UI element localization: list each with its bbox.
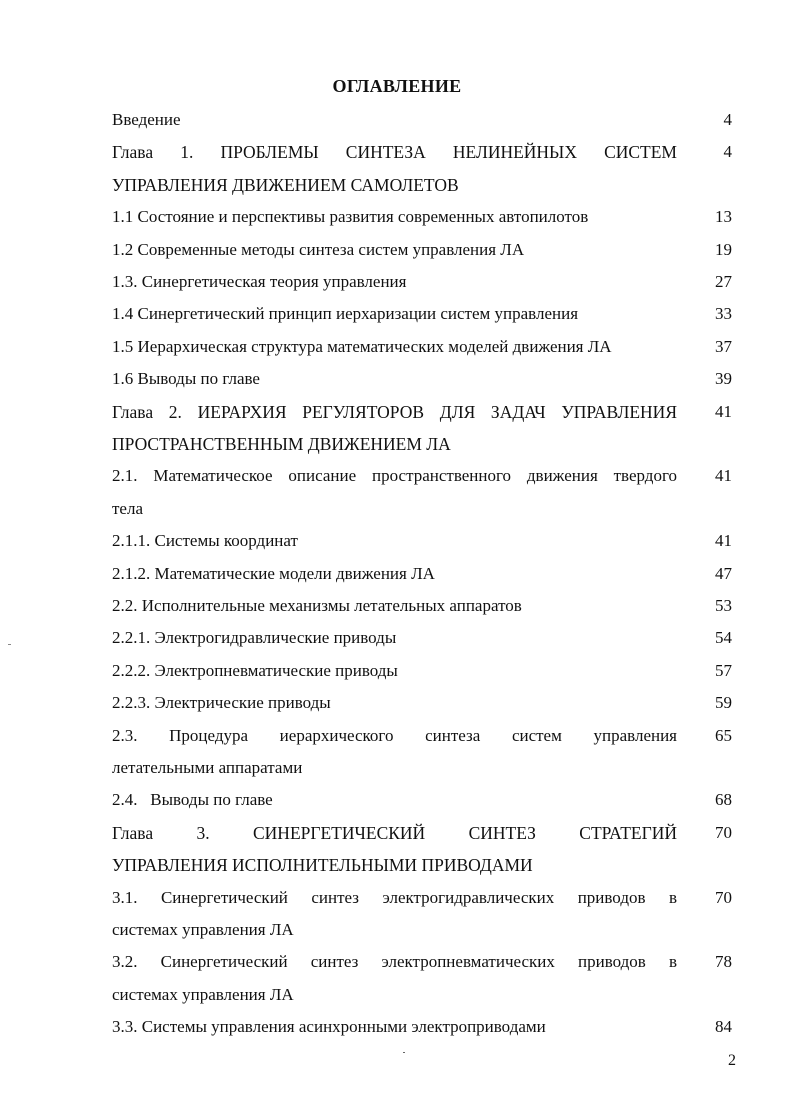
toc-entry-text: 2.2.3. Электрические приводы	[112, 693, 331, 713]
toc-entry-text: Глава 1. ПРОБЛЕМЫ СИНТЕЗА НЕЛИНЕЙНЫХ СИСТЕМ	[112, 142, 677, 163]
scan-mark	[8, 644, 11, 645]
toc-entry-1-4[interactable]	[112, 298, 742, 330]
toc-entry-2-1-2[interactable]	[112, 558, 742, 590]
toc-entry-2-2-1[interactable]	[112, 622, 742, 654]
toc-entry-text: 3.3. Системы управления асинхронными электроприводами	[112, 1017, 546, 1037]
toc-entry-2-2-3[interactable]	[112, 687, 742, 719]
toc-entry-page: 4	[723, 142, 732, 162]
toc-entry-chapter-1[interactable]	[112, 136, 742, 201]
toc-entry-page: 41	[715, 401, 732, 421]
toc-entry-text-continued: УПРАВЛЕНИЯ ИСПОЛНИТЕЛЬНЫМИ ПРИВОДАМИ	[112, 855, 533, 876]
toc-entry-page: 27	[715, 272, 732, 291]
toc-entry-text: 3.1. Синергетический синтез электрогидравлических приводов в	[112, 887, 677, 907]
toc-entry-1-5[interactable]	[112, 331, 742, 363]
toc-entry-text: 2.4. Выводы по главе	[112, 790, 273, 810]
toc-title: ОГЛАВЛЕНИЕ	[332, 76, 462, 96]
toc-entry-text: 1.1 Состояние и перспективы развития современных автопилотов	[112, 207, 589, 227]
toc-entry-page: 41	[715, 531, 732, 551]
toc-entry-text: 2.3. Процедура иерархического синтеза систем управления	[112, 725, 677, 745]
toc-entry-page: 59	[715, 693, 732, 713]
toc-entry-text: 3.2. Синергетический синтез электропневматических приводов в	[112, 952, 677, 972]
toc-entry-2-4[interactable]	[112, 784, 742, 816]
toc-entry-text: 1.2 Современные методы синтеза систем управления ЛА	[112, 239, 525, 259]
page-number: 2	[728, 1052, 736, 1069]
toc-entry-page: 19	[715, 239, 732, 259]
toc-entry-page: 37	[715, 336, 732, 356]
toc-entry-page: 65	[715, 725, 732, 745]
toc-entry-3-1[interactable]	[112, 882, 742, 947]
toc-entry-2-2[interactable]	[112, 590, 742, 622]
toc-entry-2-2-2[interactable]	[112, 655, 742, 687]
toc-entry-text: 2.1.1. Системы координат	[112, 531, 298, 551]
toc-entry-page: 39	[715, 369, 732, 389]
toc-entry-text: 1.5 Иерархическая структура математических моделей движения ЛА	[112, 336, 612, 356]
toc-entry-text: 2.1.2. Математические модели движения ЛА	[112, 563, 435, 583]
toc-entry-text: 1.3. Синергетическая теория управления	[112, 272, 407, 291]
toc-entry-text: Глава 3. СИНЕРГЕТИЧЕСКИЙ СИНТЕЗ СТРАТЕГИЙ	[112, 822, 677, 843]
toc-entry-3-2[interactable]	[112, 946, 742, 1011]
toc-entry-page: 13	[715, 207, 732, 227]
toc-entry-text-continued: ПРОСТРАНСТВЕННЫМ ДВИЖЕНИЕМ ЛА	[112, 433, 451, 454]
toc-entry-page: 53	[715, 596, 732, 615]
toc-entry-1-1[interactable]	[112, 201, 742, 233]
toc-entry-page: 68	[715, 790, 732, 810]
toc-entry-page: 70	[715, 887, 732, 907]
toc-entry-page: 78	[715, 952, 732, 972]
toc-entry-3-3[interactable]	[112, 1011, 742, 1043]
toc-entry-2-1[interactable]	[112, 460, 742, 525]
toc-entry-text: 2.1. Математическое описание пространственного движения твердого	[112, 466, 677, 486]
toc-entry-chapter-3[interactable]	[112, 817, 742, 882]
toc-entry-text-continued: системах управления ЛА	[112, 919, 294, 939]
toc-entry-text: 2.2. Исполнительные механизмы летательных аппаратов	[112, 596, 522, 615]
toc-entry-page: 84	[715, 1017, 732, 1037]
toc-entry-page: 4	[723, 110, 732, 129]
toc-entry-2-1-1[interactable]	[112, 525, 742, 557]
toc-entry-text: Глава 2. ИЕРАРХИЯ РЕГУЛЯТОРОВ ДЛЯ ЗАДАЧ УПРАВЛЕНИЯ	[112, 401, 677, 422]
toc-entry-text-continued: УПРАВЛЕНИЯ ДВИЖЕНИЕМ САМОЛЕТОВ	[112, 174, 459, 195]
toc-entry-page: 57	[715, 660, 732, 680]
toc-entry-text-continued: тела	[112, 498, 144, 518]
toc-entry-1-6[interactable]	[112, 363, 742, 395]
toc-entry-text: 1.6 Выводы по главе	[112, 369, 260, 389]
toc-entry-text: Введение	[112, 110, 181, 129]
toc-entry-2-3[interactable]	[112, 720, 742, 785]
toc-entry-1-3[interactable]	[112, 266, 742, 298]
toc-entry-text-continued: летательными аппаратами	[112, 757, 303, 777]
toc-entry-introduction[interactable]	[112, 104, 742, 136]
toc-entry-page: 54	[715, 628, 732, 648]
toc-entry-page: 41	[715, 466, 732, 486]
toc-entry-page: 33	[715, 304, 732, 324]
toc-entry-text: 1.4 Синергетический принцип иерхаризации систем управления	[112, 304, 579, 324]
toc-entry-text: 2.2.2. Электропневматические приводы	[112, 660, 398, 680]
toc-entry-page: 47	[715, 563, 732, 583]
toc-entry-chapter-2[interactable]	[112, 396, 742, 461]
toc-entry-text-continued: системах управления ЛА	[112, 984, 294, 1004]
toc-entry-page: 70	[715, 822, 732, 842]
toc-entry-text: 2.2.1. Электрогидравлические приводы	[112, 628, 397, 648]
toc-entry-1-2[interactable]	[112, 234, 742, 266]
scan-mark	[403, 1052, 405, 1053]
